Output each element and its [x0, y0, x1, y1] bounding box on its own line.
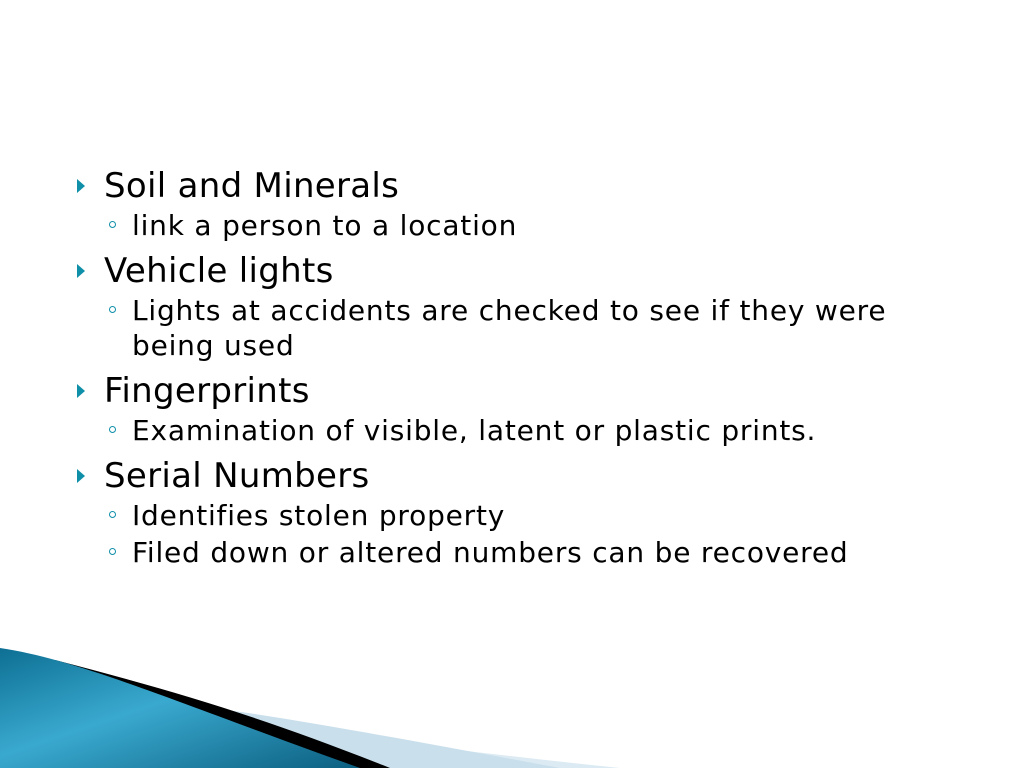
sub-bullet-text: Lights at accidents are checked to see if they were being used — [132, 294, 887, 362]
circle-bullet-icon — [109, 548, 116, 555]
circle-bullet-icon — [109, 511, 116, 518]
bullet-title: Vehicle lights — [104, 251, 334, 291]
sub-bullet — [74, 498, 954, 533]
sub-bullet — [74, 208, 954, 243]
sub-bullet-text: link a person to a location — [132, 209, 518, 242]
sub-bullet-text: Identifies stolen property — [132, 499, 506, 532]
sub-bullet-text: Filed down or altered numbers can be recovered — [132, 536, 849, 569]
bullet-vehicle-lights — [74, 251, 954, 291]
bullet-title: Fingerprints — [104, 371, 310, 411]
circle-bullet-icon — [109, 306, 116, 313]
arrow-bullet-icon — [77, 469, 85, 483]
circle-bullet-icon — [109, 221, 116, 228]
circle-bullet-icon — [109, 426, 116, 433]
arrow-bullet-icon — [77, 384, 85, 398]
sub-bullet-text: Examination of visible, latent or plastic prints. — [132, 414, 817, 447]
arrow-bullet-icon — [77, 264, 85, 278]
bullet-list — [74, 166, 954, 570]
bullet-fingerprints — [74, 371, 954, 411]
sub-bullet — [74, 535, 954, 570]
bullet-serial-numbers — [74, 456, 954, 496]
bullet-soil-and-minerals — [74, 166, 954, 206]
bullet-title: Soil and Minerals — [104, 166, 400, 206]
arrow-bullet-icon — [77, 179, 85, 193]
bullet-title: Serial Numbers — [104, 456, 370, 496]
sub-bullet — [74, 293, 954, 363]
teal-wave — [0, 648, 360, 768]
sub-bullet — [74, 413, 954, 448]
